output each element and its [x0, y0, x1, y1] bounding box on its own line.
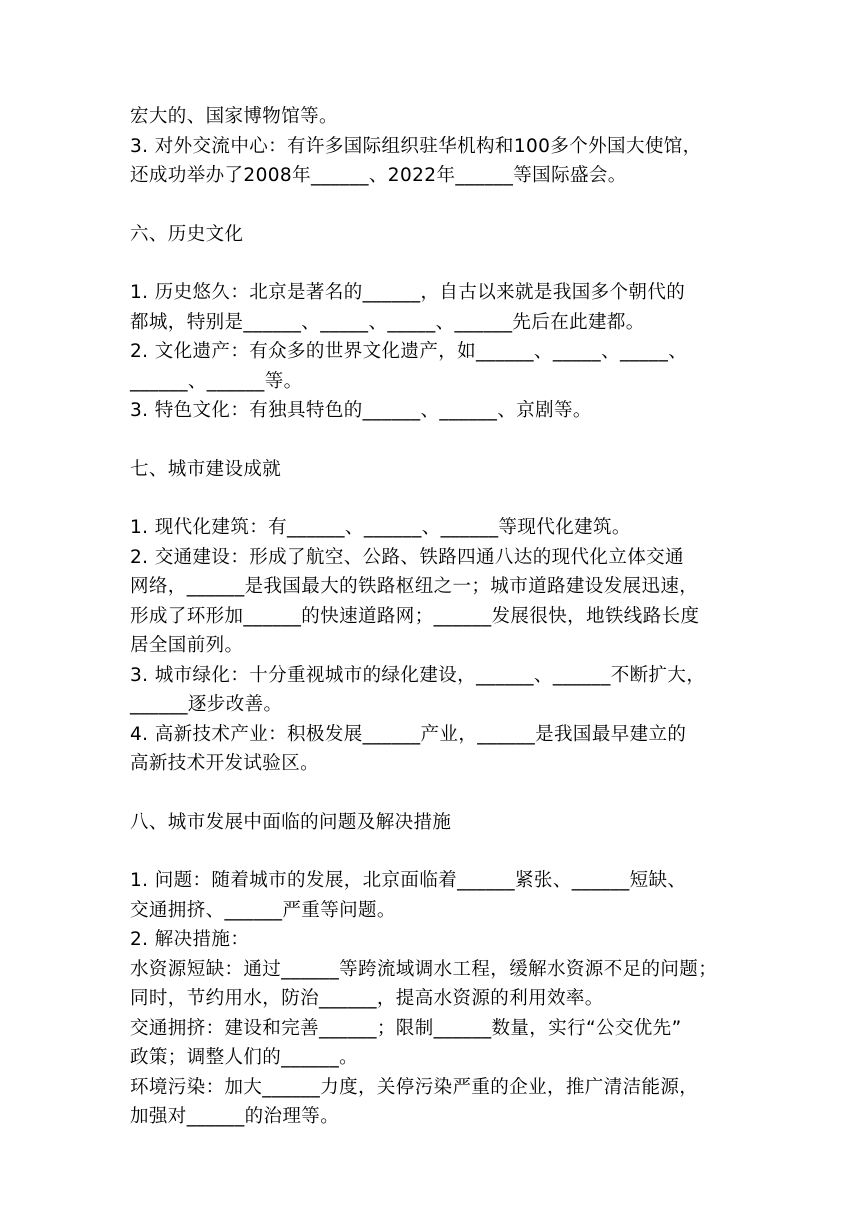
- text-line: 3. 对外交流中心：有许多国际组织驻华机构和100多个外国大使馆，: [130, 135, 702, 157]
- text-line: 形成了环形加______的快速道路网；______发展很快，地铁线路长度: [130, 605, 700, 627]
- text-line: 1. 问题：随着城市的发展，北京面临着______紧张、______短缺、: [130, 870, 687, 891]
- spacer: [130, 191, 730, 220]
- text-line: 宏大的、国家博物馆等。: [130, 106, 338, 127]
- text-line: 还成功举办了2008年______、2022年______等国际盛会。: [130, 165, 627, 186]
- text-line: 1. 现代化建筑：有______、______、______等现代化建筑。: [130, 517, 631, 538]
- section-heading-history-culture: 六、历史文化: [130, 223, 244, 245]
- spacer: [130, 249, 730, 278]
- text-line: 居全国前列。: [130, 635, 244, 656]
- text-line: 4. 高新技术产业：积极发展______产业，______是我国最早建立的: [130, 723, 687, 745]
- text-line: 交通拥挤：建设和完善______；限制______数量，实行“公交优先”: [130, 1017, 682, 1039]
- text-line: 2. 解决措施：: [130, 929, 250, 950]
- text-line: 水资源短缺：通过______等跨流域调水工程，缓解水资源不足的问题；: [130, 958, 718, 980]
- text-line: 2. 交通建设：形成了航空、公路、铁路四通八达的现代化立体交通: [130, 546, 684, 568]
- spacer: [130, 426, 730, 455]
- text-line: 加强对______的治理等。: [130, 1106, 340, 1127]
- text-line: 1. 历史悠久：北京是著名的______，自古以来就是我国多个朝代的: [130, 282, 686, 303]
- text-line: 3. 城市绿化：十分重视城市的绿化建设，______、______不断扩大，: [130, 664, 706, 686]
- spacer: [130, 484, 730, 513]
- text-line: 交通拥挤、______严重等问题。: [130, 899, 396, 921]
- spacer: [130, 837, 730, 866]
- text-line: 政策；调整人们的______。: [130, 1047, 359, 1068]
- text-line: ______、______等。: [130, 370, 303, 392]
- text-line: 都城，特别是______、_____、_____、______先后在此建都。: [130, 311, 645, 333]
- section-heading-problems-solutions: 八、城市发展中面临的问题及解决措施: [130, 811, 452, 833]
- text-line: 高新技术开发试验区。: [130, 753, 320, 774]
- text-line: 环境污染：加大______力度，关停污染严重的企业，推广清洁能源，: [130, 1076, 699, 1098]
- document-page: [130, 102, 730, 1132]
- text-line: 2. 文化遗产：有众多的世界文化遗产，如______、_____、_____、: [130, 341, 688, 362]
- text-line: 同时，节约用水，防治______，提高水资源的利用效率。: [130, 988, 604, 1009]
- section-heading-city-construction: 七、城市建设成就: [130, 458, 282, 480]
- spacer: [130, 779, 730, 808]
- text-line: 网络，______是我国最大的铁路枢纽之一；城市道路建设发展迅速，: [130, 576, 699, 597]
- text-line: 3. 特色文化：有独具特色的______、______、京剧等。: [130, 400, 592, 421]
- text-line: ______逐步改善。: [130, 694, 283, 715]
